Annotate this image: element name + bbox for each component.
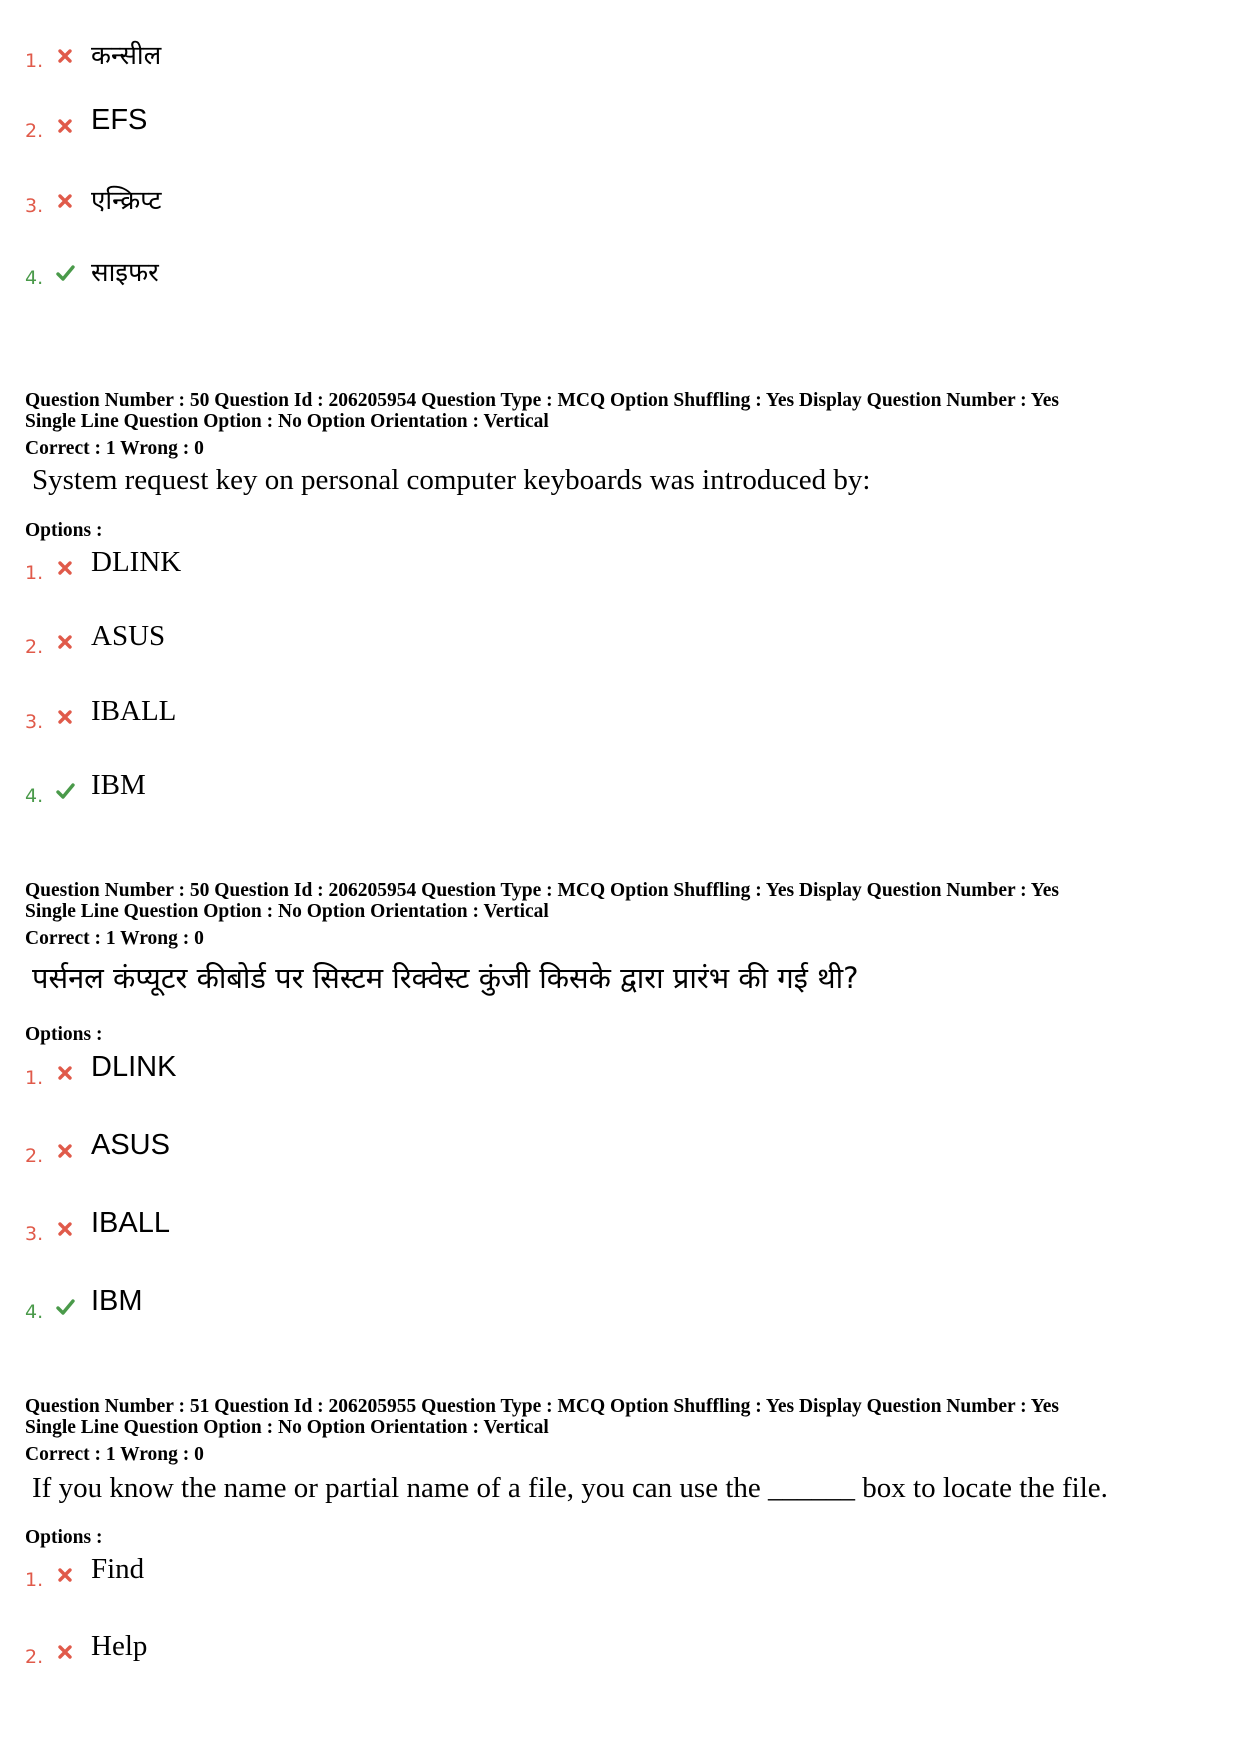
question-score: Correct : 1 Wrong : 0 (25, 1444, 204, 1465)
option-text: ASUS (91, 1129, 170, 1161)
option-text: IBALL (91, 1207, 170, 1239)
cross-icon (55, 632, 75, 652)
option-text: Find (91, 1553, 145, 1585)
cross-icon (55, 707, 75, 727)
question-meta (25, 880, 1059, 922)
option-number: 3. (25, 711, 44, 733)
check-icon (55, 1297, 75, 1317)
option-text: साइफर (91, 258, 159, 288)
question-meta-line: Single Line Question Option : No Option Orientation : Vertical (25, 411, 549, 432)
option-number: 1. (25, 50, 44, 72)
option-text: कन्सील (91, 41, 162, 71)
question-score: Correct : 1 Wrong : 0 (25, 438, 204, 459)
option-number: 2. (25, 636, 44, 658)
option-text: Help (91, 1630, 148, 1662)
option-text: एन्क्रिप्ट (91, 186, 162, 216)
cross-icon (55, 116, 75, 136)
question-score: Correct : 1 Wrong : 0 (25, 928, 204, 949)
options-label: Options : (25, 1527, 103, 1548)
option-number: 2. (25, 120, 44, 142)
question-meta-line: Single Line Question Option : No Option Orientation : Vertical (25, 901, 549, 922)
question-text: If you know the name or partial name of a file, you can use the ______ box to locate the file. (32, 1472, 1108, 1504)
options-label: Options : (25, 520, 103, 541)
option-text: IBM (91, 1285, 143, 1317)
cross-icon (55, 1565, 75, 1585)
cross-icon (55, 46, 75, 66)
question-meta-line: Single Line Question Option : No Option Orientation : Vertical (25, 1417, 549, 1438)
cross-icon (55, 1063, 75, 1083)
question-text: System request key on personal computer keyboards was introduced by: (32, 464, 871, 496)
question-meta (25, 390, 1059, 432)
check-icon (55, 263, 75, 283)
options-label: Options : (25, 1024, 103, 1045)
option-text: EFS (91, 104, 148, 136)
option-number: 4. (25, 785, 44, 807)
cross-icon (55, 191, 75, 211)
option-number: 2. (25, 1145, 44, 1167)
question-meta-line: Question Number : 50 Question Id : 206205954 Question Type : MCQ Option Shuffling : Yes Display Question Number : Yes (25, 390, 1059, 411)
option-number: 4. (25, 1301, 44, 1323)
option-number: 1. (25, 1569, 44, 1591)
option-text: DLINK (91, 1051, 177, 1083)
question-meta (25, 1396, 1059, 1438)
option-text: DLINK (91, 546, 182, 578)
option-number: 1. (25, 1067, 44, 1089)
question-meta-line: Question Number : 50 Question Id : 206205954 Question Type : MCQ Option Shuffling : Yes Display Question Number : Yes (25, 880, 1059, 901)
cross-icon (55, 1141, 75, 1161)
cross-icon (55, 1642, 75, 1662)
option-text: IBALL (91, 695, 177, 727)
option-number: 3. (25, 195, 44, 217)
question-meta-line: Question Number : 51 Question Id : 206205955 Question Type : MCQ Option Shuffling : Yes Display Question Number : Yes (25, 1396, 1059, 1417)
check-icon (55, 781, 75, 801)
option-number: 1. (25, 562, 44, 584)
cross-icon (55, 558, 75, 578)
option-number: 3. (25, 1223, 44, 1245)
option-number: 4. (25, 267, 44, 289)
option-text: ASUS (91, 620, 166, 652)
option-number: 2. (25, 1646, 44, 1668)
option-text: IBM (91, 769, 146, 801)
cross-icon (55, 1219, 75, 1239)
question-text: पर्सनल कंप्यूटर कीबोर्ड पर सिस्टम रिक्वेस्ट कुंजी किसके द्वारा प्रारंभ की गई थी? (32, 961, 859, 995)
